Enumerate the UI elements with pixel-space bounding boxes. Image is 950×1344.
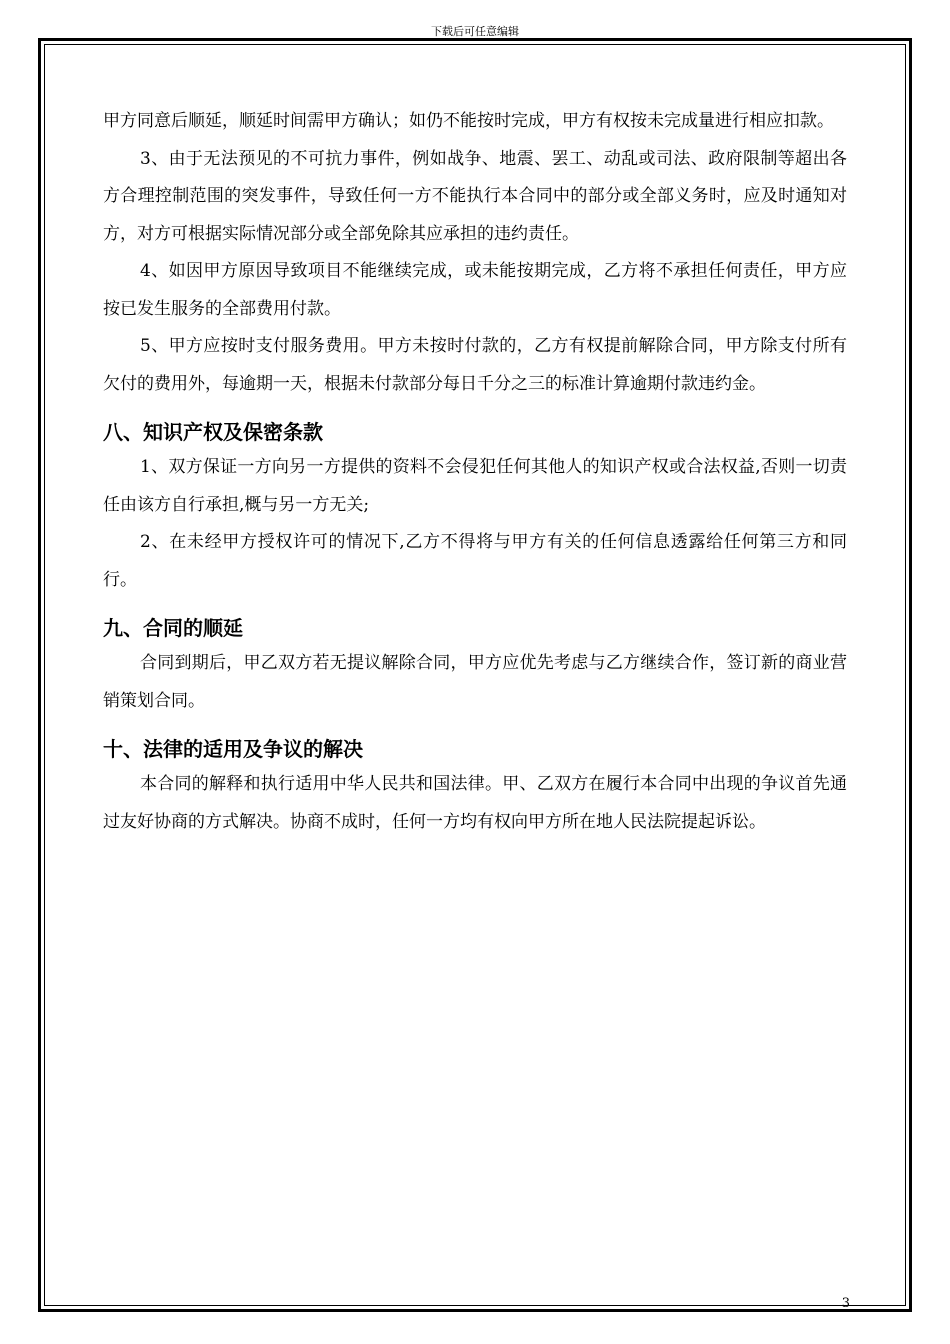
paragraph-clause-4: 4、如因甲方原因导致项目不能继续完成，或未能按期完成，乙方将不承担任何责任，甲方应按已发生服务的全部费用付款。 <box>103 261 847 319</box>
paragraph-extension: 合同到期后，甲乙双方若无提议解除合同，甲方应优先考虑与乙方继续合作，签订新的商业营销策划合同。 <box>103 653 847 711</box>
paragraph-continued: 甲方同意后顺延，顺延时间需甲方确认；如仍不能按时完成，甲方有权按未完成量进行相应扣款。 <box>103 111 834 131</box>
paragraph-law-disputes: 本合同的解释和执行适用中华人民共和国法律。甲、乙双方在履行本合同中出现的争议首先通过友好协商的方式解决。协商不成时，任何一方均有权向甲方所在地人民法院提起诉讼。 <box>103 774 847 832</box>
paragraph-clause-3: 3、由于无法预见的不可抗力事件，例如战争、地震、罢工、动乱或司法、政府限制等超出各方合理控制范围的突发事件，导致任何一方不能执行本合同中的部分或全部义务时，应及时通知对方，对方可根据实际情况部分或全部免除其应承担的违约责任。 <box>103 148 847 244</box>
section-heading-law-disputes: 十、法律的适用及争议的解决 <box>103 737 363 761</box>
section-heading-extension: 九、合同的顺延 <box>103 616 243 640</box>
header-note: 下载后可任意编辑 <box>431 25 519 38</box>
document-body <box>103 103 847 841</box>
paragraph-ip-clause-1: 1、双方保证一方向另一方提供的资料不会侵犯任何其他人的知识产权或合法权益,否则一切责任由该方自行承担,概与另一方无关; <box>103 457 847 515</box>
section-heading-ip-confidentiality: 八、知识产权及保密条款 <box>103 420 323 444</box>
page-number: 3 <box>841 1296 850 1311</box>
paragraph-clause-5: 5、甲方应按时支付服务费用。甲方未按时付款的，乙方有权提前解除合同，甲方除支付所有欠付的费用外，每逾期一天，根据未付款部分每日千分之三的标准计算逾期付款违约金。 <box>103 336 847 394</box>
paragraph-ip-clause-2: 2、在未经甲方授权许可的情况下,乙方不得将与甲方有关的任何信息透露给任何第三方和同行。 <box>103 532 847 590</box>
